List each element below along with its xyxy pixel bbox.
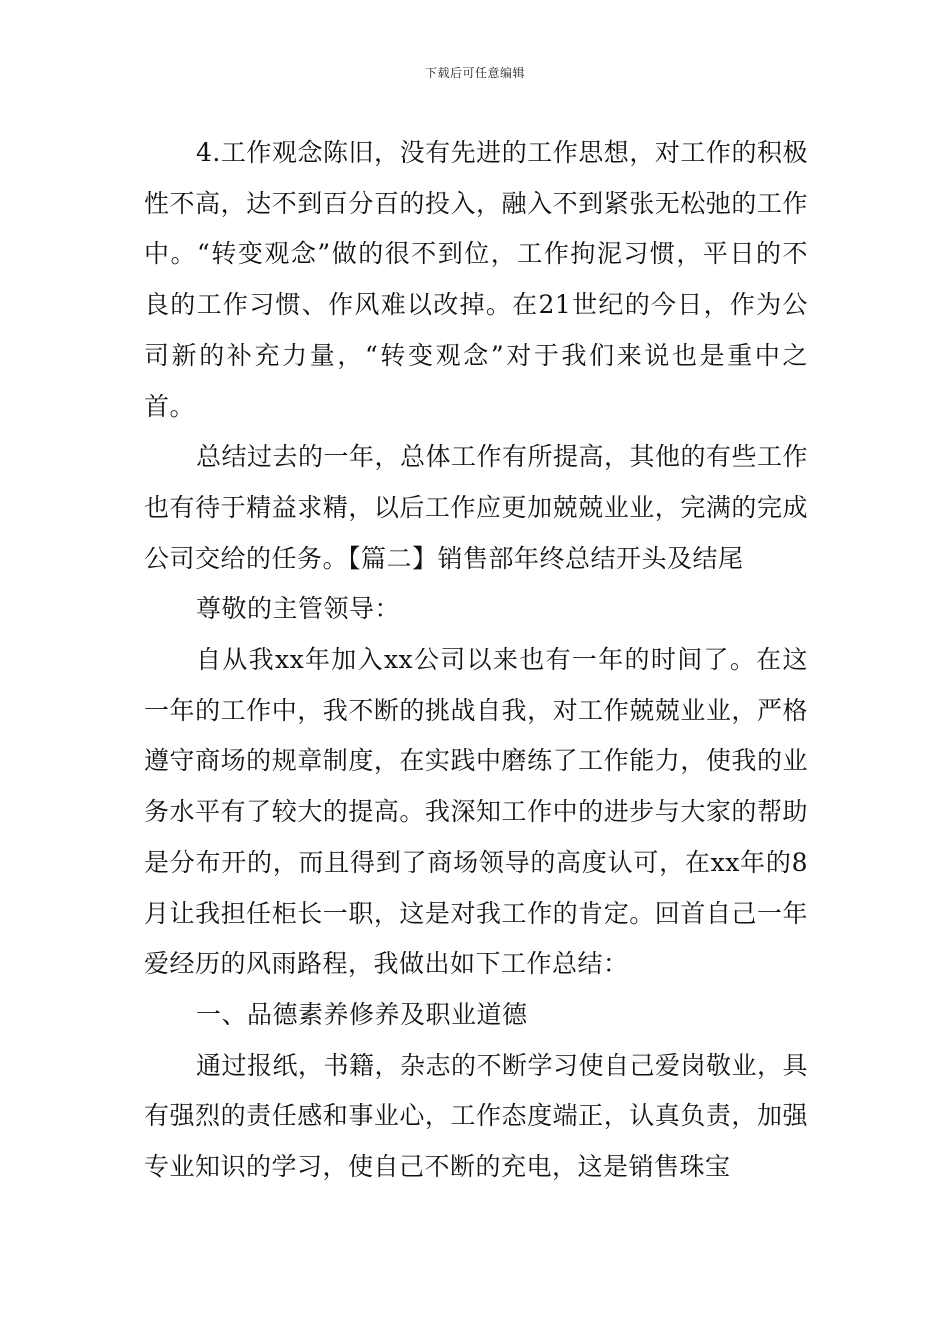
paragraph-introduction: 自从我xx年加入xx公司以来也有一年的时间了。在这一年的工作中，我不断的挑战自我，对工作兢兢业业，严格遵守商场的规章制度，在实践中磨练了工作能力，使我的业务水平有了较大的提高。我深知工作中的进步与大家的帮助是分布开的，而且得到了商场领导的高度认可，在xx年的8月让我担任柜长一职，这是对我工作的肯定。回首自己一年爱经历的风雨路程，我做出如下工作总结：: [144, 645, 808, 979]
paragraph-year-summary: 总结过去的一年，总体工作有所提高，其他的有些工作也有待于精益求精，以后工作应更加兢兢业业，完满的完成公司交给的任务。【篇二】销售部年终总结开头及结尾: [144, 442, 809, 573]
paragraph-work-concept: 4.工作观念陈旧，没有先进的工作思想，对工作的积极性不高，达不到百分百的投入，融入不到紧张无松弛的工作中。“转变观念”做的很不到位，工作拘泥习惯，平日的不良的工作习惯、作风难以改掉。在21世纪的今日，作为公司新的补充力量，“转变观念”对于我们来说也是重中之首。: [144, 138, 808, 421]
section-heading-morality: 一、品德素养修养及职业道德: [196, 999, 528, 1029]
document-body: [144, 128, 808, 1193]
paragraph-morality-details: 通过报纸，书籍，杂志的不断学习使自己爱岗敬业，具有强烈的责任感和事业心，工作态度端正，认真负责，加强专业知识的学习，使自己不断的充电，这是销售珠宝: [144, 1050, 809, 1182]
paragraph-salutation: 尊敬的主管领导：: [196, 594, 401, 624]
page-header: 下载后可任意编辑: [424, 66, 525, 80]
